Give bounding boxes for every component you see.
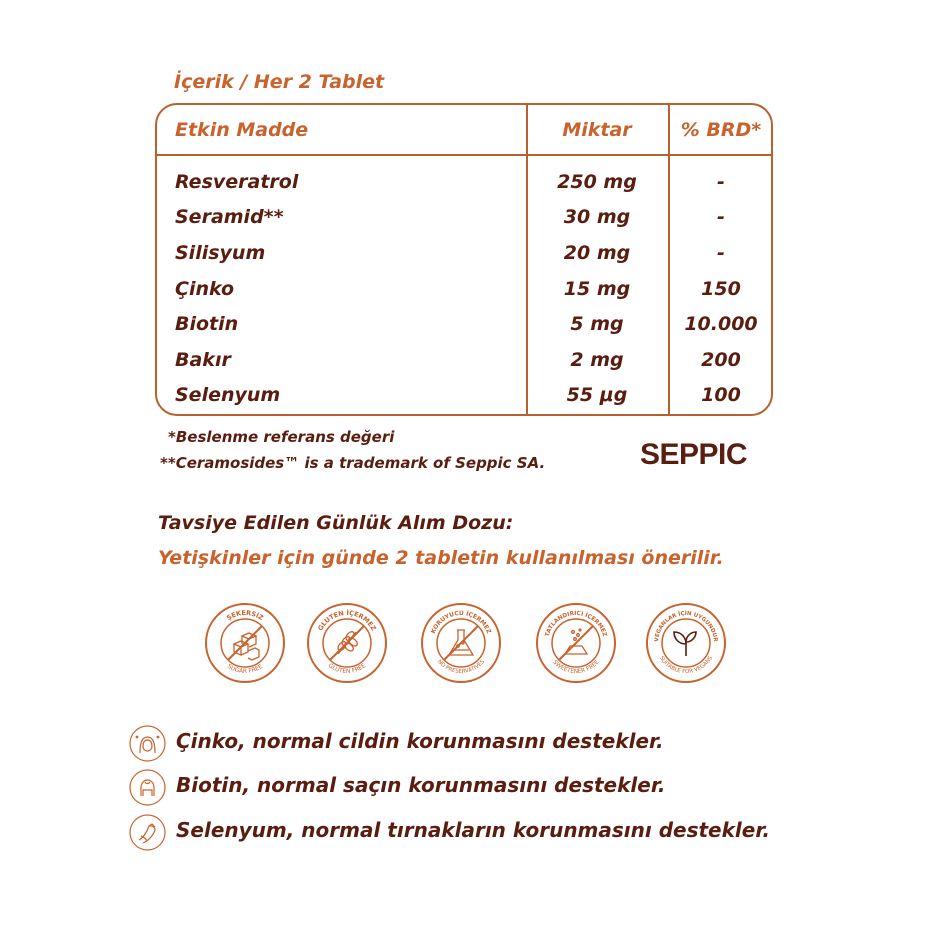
rdi-footnote: *Beslenme referans değeri <box>168 428 395 446</box>
benefit-selenium: Selenyum, normal tırnakların korunmasını destekler. <box>176 818 770 842</box>
dose-heading: Tavsiye Edilen Günlük Alım Dozu: <box>158 512 514 534</box>
badge-top-label: ŞEKERSİZ <box>225 608 265 623</box>
hair-icon <box>129 769 166 806</box>
table-row <box>157 206 771 241</box>
sugar-cubes-icon <box>234 633 259 660</box>
table-title: İçerik / Her 2 Tablet <box>174 71 385 93</box>
table-row <box>157 384 771 419</box>
badge-bottom-label: SUGAR FREE <box>225 662 265 676</box>
ingredient-rdi: - <box>717 206 725 228</box>
header-amount: Miktar <box>562 119 632 141</box>
nutrition-table <box>155 103 773 416</box>
ingredient-rdi: 200 <box>701 349 741 371</box>
table-row <box>157 349 771 384</box>
badge-top-label: TATLANDIRICI İÇERMEZ <box>544 610 608 638</box>
badge-gluten-free <box>306 602 388 684</box>
ingredient-name: Çinko <box>175 278 234 300</box>
ingredient-amount: 55 μg <box>566 384 628 406</box>
svg-text:GLUTEN FREE <box>327 662 368 675</box>
badge-sweetener-free <box>535 602 617 684</box>
leaf-icon <box>674 632 696 656</box>
trademark-footnote: **Ceramosides™ is a trademark of Seppic SA. <box>160 454 546 472</box>
benefit-zinc: Çinko, normal cildin korunmasını destekler. <box>176 729 664 753</box>
ingredient-rdi: - <box>717 171 725 193</box>
benefit-biotin: Biotin, normal saçın korunmasını destekler. <box>176 773 666 797</box>
ingredient-amount: 30 mg <box>563 206 631 228</box>
nail-icon <box>129 814 166 851</box>
badge-top-label: KORUYUCU İÇERMEZ <box>429 609 493 635</box>
ingredient-amount: 2 mg <box>570 349 624 371</box>
ingredient-name: Resveratrol <box>175 171 299 193</box>
ingredient-rdi: 100 <box>701 384 741 406</box>
badge-bottom-label: GLUTEN FREE <box>326 662 368 676</box>
header-active-ingredient: Etkin Madde <box>175 119 309 141</box>
badge-bottom-label: SUITABLE FOR VEGANS <box>657 655 715 676</box>
ingredient-amount: 5 mg <box>570 313 624 335</box>
ingredient-amount: 20 mg <box>563 242 631 264</box>
ingredient-name: Selenyum <box>175 384 281 406</box>
ingredient-name: Biotin <box>175 313 239 335</box>
header-divider <box>157 154 771 156</box>
ingredient-rdi: 10.000 <box>684 313 758 335</box>
ingredient-name: Silisyum <box>175 242 266 264</box>
badge-bottom-label: NO PRESERVATIVES <box>435 659 487 676</box>
ingredient-rdi: - <box>717 242 725 264</box>
table-row <box>157 242 771 277</box>
table-row <box>157 313 771 348</box>
table-row <box>157 171 771 206</box>
dose-text: Yetişkinler için günde 2 tabletin kullanılması önerilir. <box>158 547 724 569</box>
seppic-logo-text: SEPPIC <box>640 438 748 471</box>
ingredient-amount: 250 mg <box>557 171 637 193</box>
ingredient-name: Bakır <box>175 349 231 371</box>
badge-top-label: GLUTEN İÇERMEZ <box>316 608 378 633</box>
svg-text:ŞEKERSİZ <box>225 609 265 622</box>
table-row <box>157 278 771 313</box>
badge-vegan <box>645 602 727 684</box>
badge-sugar-free <box>204 602 286 684</box>
badge-top-label: VEGANLAR İÇİN UYGUNDUR <box>653 610 719 643</box>
ingredient-rdi: 150 <box>701 278 741 300</box>
header-rdi: % BRD* <box>680 119 762 141</box>
face-skin-icon <box>129 725 166 762</box>
seppic-logo <box>640 438 747 472</box>
badge-bottom-label: SWEETENER FREE <box>551 659 601 676</box>
badge-no-preservatives <box>420 602 502 684</box>
ingredient-name: Seramid** <box>175 206 284 228</box>
ingredient-amount: 15 mg <box>563 278 631 300</box>
svg-text:SUGAR FREE <box>226 663 264 675</box>
